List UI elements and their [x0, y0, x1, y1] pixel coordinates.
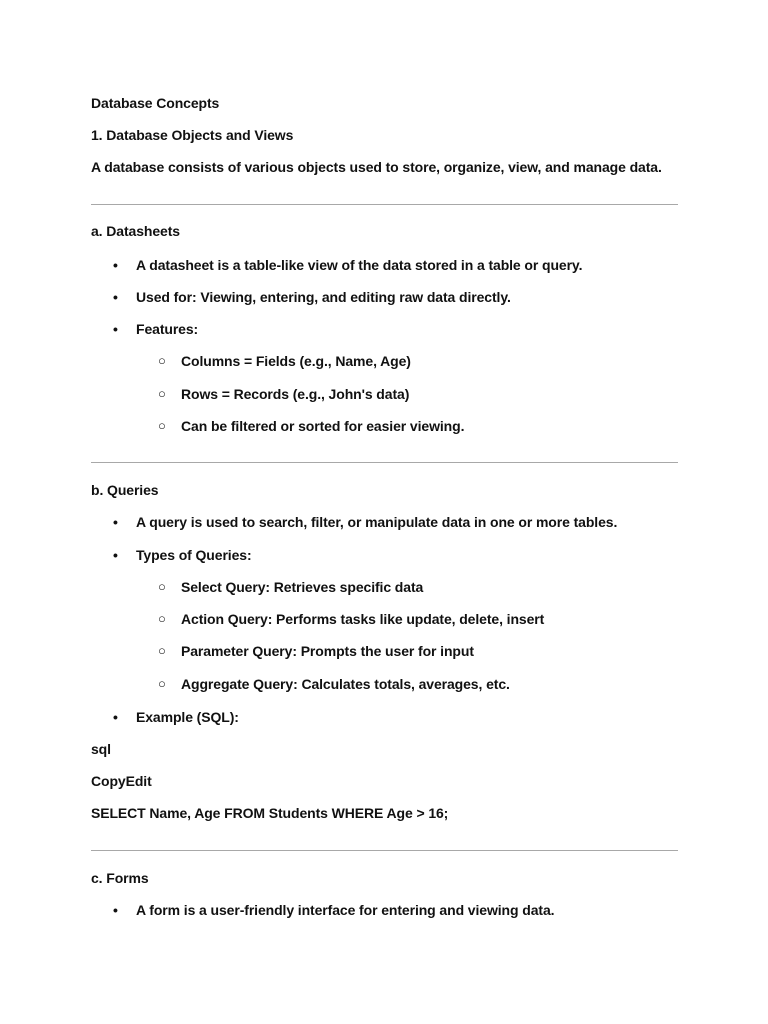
sub-bullet-marker: ○ — [158, 643, 166, 658]
list-item: Features: — [136, 321, 199, 337]
sub-list-item: Can be filtered or sorted for easier viewing. — [181, 418, 465, 434]
sub-list-item: Aggregate Query: Calculates totals, averages, etc. — [181, 676, 510, 692]
sub-bullet-marker: ○ — [158, 579, 166, 594]
bullet-marker: • — [113, 321, 118, 337]
code-line: SELECT Name, Age FROM Students WHERE Age > 16; — [91, 805, 449, 821]
sub-list-item: Rows = Records (e.g., John's data) — [181, 386, 410, 402]
bullet-marker: • — [113, 902, 118, 918]
bullet-marker: • — [113, 547, 118, 563]
bullet-marker: • — [113, 514, 118, 530]
divider — [91, 850, 678, 851]
section-heading: 1. Database Objects and Views — [91, 127, 294, 143]
sub-bullet-marker: ○ — [158, 418, 166, 433]
sub-list-item: Columns = Fields (e.g., Name, Age) — [181, 353, 411, 369]
sub-list-item: Action Query: Performs tasks like update, delete, insert — [181, 611, 545, 627]
code-language-label: sql — [91, 741, 111, 757]
list-item: A datasheet is a table-like view of the data stored in a table or query. — [136, 257, 583, 273]
subsection-heading-forms: c. Forms — [91, 870, 149, 886]
intro-paragraph: A database consists of various objects used to store, organize, view, and manage data. — [91, 159, 662, 175]
bullet-marker: • — [113, 289, 118, 305]
sub-list-item: Select Query: Retrieves specific data — [181, 579, 424, 595]
document-title: Database Concepts — [91, 95, 220, 111]
sub-bullet-marker: ○ — [158, 386, 166, 401]
list-item: Used for: Viewing, entering, and editing raw data directly. — [136, 289, 511, 305]
subsection-heading-queries: b. Queries — [91, 482, 159, 498]
bullet-marker: • — [113, 257, 118, 273]
copy-edit-label[interactable]: CopyEdit — [91, 773, 152, 789]
sub-bullet-marker: ○ — [158, 353, 166, 368]
list-item: A query is used to search, filter, or manipulate data in one or more tables. — [136, 514, 618, 530]
divider — [91, 204, 678, 205]
list-item: Example (SQL): — [136, 709, 239, 725]
sub-list-item: Parameter Query: Prompts the user for input — [181, 643, 474, 659]
divider — [91, 462, 678, 463]
sub-bullet-marker: ○ — [158, 676, 166, 691]
sub-bullet-marker: ○ — [158, 611, 166, 626]
bullet-marker: • — [113, 709, 118, 725]
list-item: A form is a user-friendly interface for entering and viewing data. — [136, 902, 555, 918]
subsection-heading-datasheets: a. Datasheets — [91, 223, 180, 239]
list-item: Types of Queries: — [136, 547, 252, 563]
